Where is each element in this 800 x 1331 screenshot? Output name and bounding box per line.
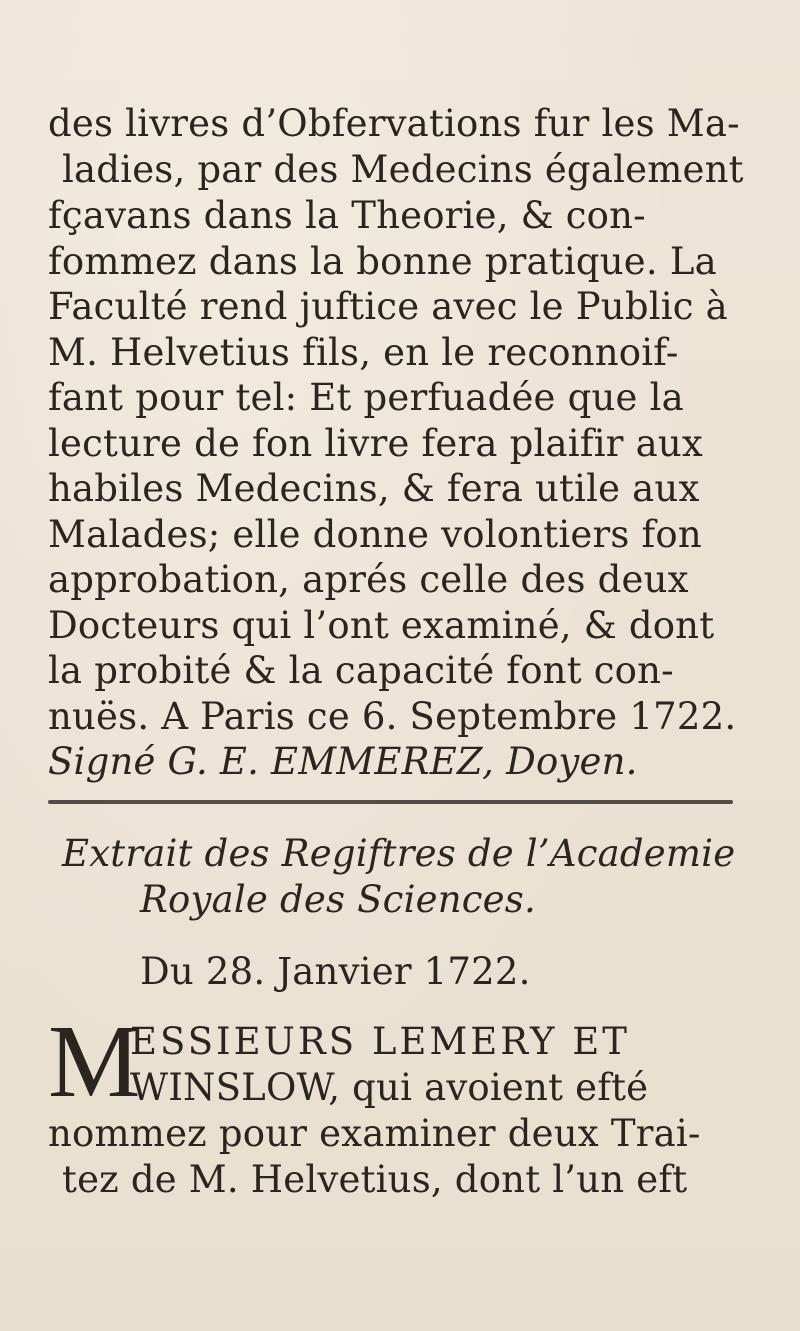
text-line-9: habiles Medecins, & fera utile aux bbox=[48, 467, 700, 510]
paragraph-line-2: WINSLOW, qui avoient efté bbox=[130, 1066, 649, 1109]
text-line-7: fant pour tel: Et perfuadée que la bbox=[48, 376, 684, 419]
text-line-6: M. Helvetius fils, en le reconnoif- bbox=[48, 331, 679, 374]
text-line-10: Malades; elle donne volontiers fon bbox=[48, 513, 702, 556]
paragraph-line-3: nommez pour examiner deux Trai- bbox=[48, 1112, 701, 1155]
section-heading: Extrait des Regiftres de l’Academie bbox=[62, 832, 736, 875]
text-line-2: ladies, par des Medecins également bbox=[62, 148, 744, 191]
signature-line: Signé G. E. EMMEREZ, Doyen. bbox=[48, 740, 638, 783]
text-line-3: fçavans dans la Theorie, & con- bbox=[48, 194, 646, 237]
text-line-5: Faculté rend juftice avec le Public à bbox=[48, 285, 728, 328]
text-line-12: Docteurs qui l’ont examiné, & dont bbox=[48, 604, 715, 647]
section-subheading: Royale des Sciences. bbox=[140, 878, 536, 921]
text-line-13: la probité & la capacité font con- bbox=[48, 649, 674, 692]
text-line-14: nuës. A Paris ce 6. Septembre 1722. bbox=[48, 695, 737, 738]
text-line-4: fommez dans la bonne pratique. La bbox=[48, 240, 717, 283]
text-line-11: approbation, aprés celle des deux bbox=[48, 558, 689, 601]
section-divider bbox=[48, 800, 733, 804]
date-line: Du 28. Janvier 1722. bbox=[140, 950, 531, 993]
text-line-8: lecture de fon livre fera plaifir aux bbox=[48, 422, 703, 465]
text-line-1: des livres d’Obfervations fur les Ma- bbox=[48, 102, 740, 145]
drop-cap: M bbox=[48, 1004, 141, 1119]
paragraph-line-4: tez de M. Helvetius, dont l’un eft bbox=[62, 1158, 688, 1201]
paragraph-line-1: ESSIEURS LEMERY ET bbox=[130, 1020, 630, 1063]
